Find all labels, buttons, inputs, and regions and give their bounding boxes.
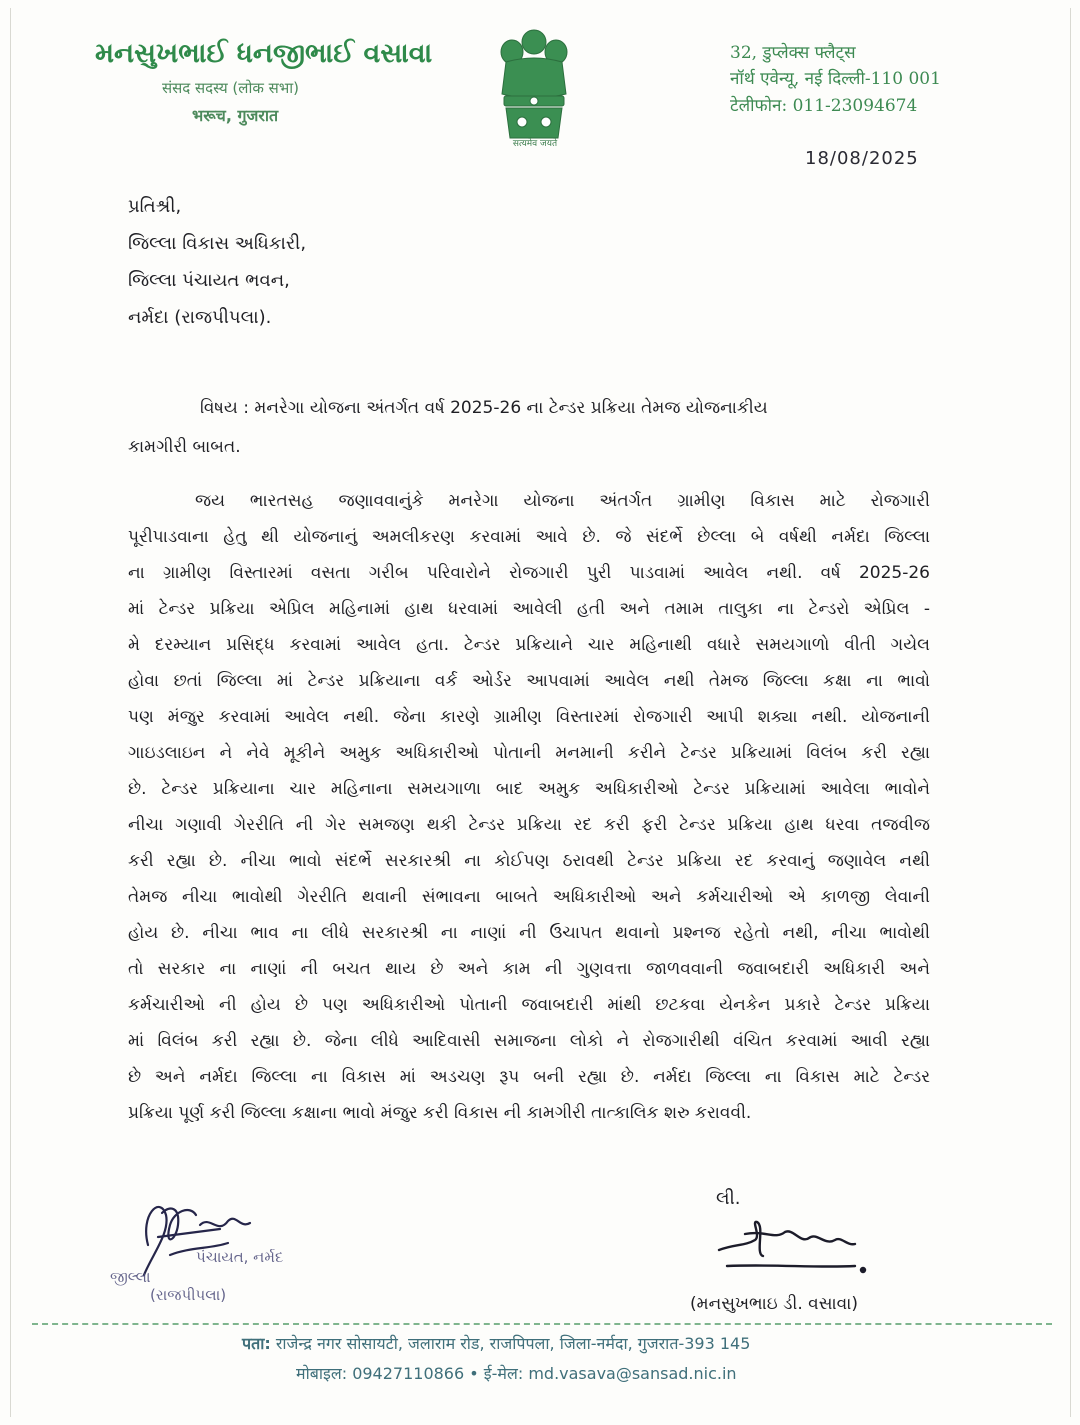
office-telephone: टेलीफोन: 011-23094674 — [730, 96, 918, 116]
subject-line: વિષય : મનરેગા યોજના અંતર્ગત વર્ષ 2025-26 ના ટેન્ડર પ્રક્રિયા તેમજ યોજનાકીય — [200, 398, 768, 418]
addressee-line-3: જિલ્લા પંચાયત ભવન, — [128, 270, 290, 291]
body-line: તેમજ નીચા ભાવોથી ગેરરીતિ થવાની સંભાવના બાબતે અધિકારીઓ અને કર્મચારીઓ એ કાળજી લેવાની — [128, 887, 930, 907]
body-line: હોવા છતાં જિલ્લા માં ટેન્ડર પ્રક્રિયાના વર્ક ઓર્ડર આપવામાં આવેલ નથી તેમજ જિલ્લા કક્ષા ના ભાવો — [128, 671, 930, 691]
footer-mobile: 09427110866 — [352, 1364, 465, 1383]
body-line: નીચા ગણાવી ગેરરીતિ ની ગેર સમજણ થકી ટેન્ડર પ્રક્રિયા રદ કરી ફરી ટેન્ડર પ્રક્રિયા હાથ ધરવા તજવીજ — [128, 815, 930, 835]
footer-address-text: राजेन्द्र नगर सोसायटी, जलाराम रोड, राजपिपला, जिला-नर्मदा, गुजरात-393 145 — [275, 1334, 751, 1353]
body-line: પ્રક્રિયા પૂર્ણ કરી જિલ્લા કક્ષાના ભાવો મંજુર કરી વિકાસ ની કામગીરી તાત્કાલિક શરુ કરાવવી. — [128, 1103, 752, 1123]
footer-address — [242, 1332, 750, 1354]
body-line: કરી રહ્યા છે. નીચા ભાવો સંદર્ભે સરકારશ્રી ના કોઈપણ ઠરાવથી ટેન્ડર પ્રક્રિયા રદ કરવાનું જણાવેલ નથી — [128, 851, 930, 871]
footer-address-label: पता: — [242, 1334, 271, 1353]
sender-name: મનસુખભાઈ ધનજીભાઈ વસાવા — [95, 38, 433, 69]
footer-contact — [296, 1362, 737, 1384]
sender-title: संसद सदस्य (लोक सभा) — [162, 79, 300, 97]
signatory-name: (મનસુખભાઇ ડી. વસાવા) — [690, 1294, 859, 1314]
subject-line-continued: કામગીરી બાબત. — [128, 437, 241, 457]
body-line: છે. ટેન્ડર પ્રક્રિયાના ચાર મહિનાના સમયગાળા બાદ અમુક અધિકારીઓ ટેન્ડર પ્રક્રિયામાં આવેલા ભાવોને — [128, 779, 930, 799]
footer-email-label: ई-मेल: — [483, 1364, 524, 1383]
body-line: જય ભારતસહ જણાવવાનુંકે મનરેગા યોજના અંતર્ગત ગ્રામીણ વિકાસ માટે રોજગારી — [195, 491, 930, 511]
office-address-line-1: 32, डुप्लेक्स फ्लैट्स — [730, 43, 856, 63]
national-emblem-icon — [486, 24, 582, 154]
emblem-motto: सत्यमेव जयते — [512, 139, 558, 149]
footer-mobile-label: मोबाइल: — [296, 1364, 348, 1383]
body-line: પૂરીપાડવાના હેતુ થી યોજનાનું અમલીકરણ કરવામાં આવે છે. જે સંદર્ભે છેલ્લા બે વર્ષથી નર્મદા જિલ્લા — [128, 527, 930, 547]
footer-email: md.vasava@sansad.nic.in — [528, 1364, 737, 1383]
body-line: કર્મચારીઓ ની હોય છે પણ અધિકારીઓ પોતાની જવાબદારી માંથી છટકવા યેનકેન પ્રકારે ટેન્ડર પ્રક્રિયા — [128, 995, 930, 1015]
addressee-line-4: નર્મદા (રાજપીપલા). — [128, 307, 272, 328]
office-address-line-2: नॉर्थ एवेन्यू, नई दिल्ली-110 001 — [730, 69, 941, 89]
page-border-right — [1070, 8, 1071, 1417]
footer-separator: • — [469, 1364, 479, 1383]
stamp-text-rajpipla: (રાજપીપલા) — [150, 1286, 227, 1304]
closing-li: લી. — [716, 1188, 741, 1209]
letter-date: 18/08/2025 — [805, 148, 919, 169]
body-line: હોય છે. નીચા ભાવ ના લીધે સરકારશ્રી ના નાણાં ની ઉચાપત થવાનો પ્રશ્નજ રહેતો નથી, નીચા ભાવોથી — [128, 923, 930, 943]
body-line: તો સરકાર ના નાણાં ની બચત થાય છે અને કામ ની ગુણવત્તા જાળવવાની જવાબદારી અધિકારી અને — [128, 959, 930, 979]
addressee-line-1: પ્રતિશ્રી, — [128, 196, 182, 217]
body-line: માં વિલંબ કરી રહ્યા છે. જેના લીધે આદિવાસી સમાજના લોકો ને રોજગારીથી વંચિત કરવામાં આવી રહ્યા — [128, 1031, 930, 1051]
body-line: છે અને નર્મદા જિલ્લા ના વિકાસ માં અડચણ રૂપ બની રહ્યા છે. નર્મદા જિલ્લા ના વિકાસ માટે ટેન્ડર — [128, 1067, 930, 1087]
sender-signature — [705, 1210, 875, 1280]
sender-place: भरूच, गुजरात — [192, 106, 279, 125]
body-line: માં ટેન્ડર પ્રક્રિયા એપ્રિલ મહિનામાં હાથ ધરવામાં આવેલી હતી અને તમામ તાલુકા ના ટેન્ડરો એપ્રિલ - — [128, 599, 930, 619]
body-line: ના ગ્રામીણ વિસ્તારમાં વસતા ગરીબ પરિવારોને રોજગારી પુરી પાડવામાં આવેલ નથી. વર્ષ 2025-26 — [128, 563, 930, 583]
body-line: પણ મંજુર કરવામાં આવેલ નથી. જેના કારણે ગ્રામીણ વિસ્તારમાં રોજગારી આપી શક્યા નથી. યોજનાની — [128, 707, 930, 727]
stamp-text-panchayat: પંચાયત, નર્મદ — [196, 1248, 284, 1266]
footer-divider — [32, 1323, 1052, 1325]
body-line: મે દરમ્યાન પ્રસિદ્ધ કરવામાં આવેલ હતા. ટેન્ડર પ્રક્રિયાને ચાર મહિનાથી વધારે સમયગાળો વીતી ગયેલ — [128, 635, 930, 655]
stamp-text-jilla: જીલ્લા — [110, 1268, 151, 1286]
page-border-left — [10, 8, 11, 1417]
addressee-line-2: જિલ્લા વિકાસ અધિકારી, — [128, 233, 307, 254]
body-line: ગાઇડલાઇન ને નેવે મૂકીને અમુક અધિકારીઓ પોતાની મનમાની કરીને ટેન્ડર પ્રક્રિયામાં વિલંબ કરી રહ્યા — [128, 743, 930, 763]
